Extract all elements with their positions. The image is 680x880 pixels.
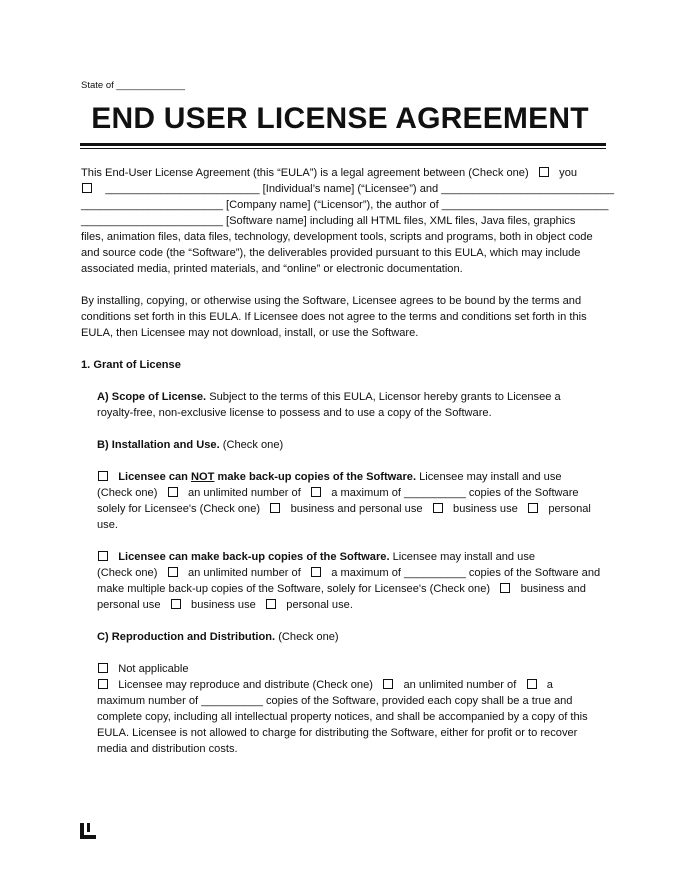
- no-backup-line-3: solely for Licensee's (Check one) business and personal use business use personal: [97, 503, 591, 515]
- title-divider-thin: [80, 148, 606, 149]
- title-divider-thick: [80, 143, 606, 146]
- scope-line-1: A) Scope of License. Subject to the terms of this EULA, Licensor hereby grants to Licensee a: [97, 391, 561, 403]
- checkbox-b-business[interactable]: [171, 599, 181, 609]
- backup-line-3: make multiple back-up copies of the Software, solely for Licensee's (Check one) business and: [97, 583, 586, 595]
- backup-line-1: Licensee can make back-up copies of the Software. Licensee may install and use: [97, 549, 535, 565]
- checkbox-b-business-personal[interactable]: [500, 583, 510, 593]
- checkbox-nb-unlimited[interactable]: [168, 487, 178, 497]
- checkbox-nb-business[interactable]: [433, 503, 443, 513]
- checkbox-b-personal[interactable]: [266, 599, 276, 609]
- checkbox-c-unlimited[interactable]: [383, 679, 393, 689]
- reproduction-heading: C) Reproduction and Distribution. (Check one): [97, 631, 339, 643]
- intro-line-6: and source code (the “Software”), the deliverables provided pursuant to this EULA, which may include: [81, 247, 581, 259]
- section-heading-grant: 1. Grant of License: [81, 359, 181, 371]
- checkbox-c-maximum[interactable]: [527, 679, 537, 689]
- checkbox-you[interactable]: [539, 167, 549, 177]
- para2-line-2: conditions set forth in this EULA. If Licensee does not agree to the terms and conditions set forth in this: [81, 311, 587, 323]
- intro-line-4: _______________________ [Software name] including all HTML files, XML files, Java files, graphics: [81, 215, 576, 227]
- no-backup-line-2: (Check one) an unlimited number of a maximum of __________ copies of the Software: [97, 487, 579, 499]
- checkbox-b-unlimited[interactable]: [168, 567, 178, 577]
- brand-logo-icon: [80, 823, 96, 839]
- para2-line-1: By installing, copying, or otherwise using the Software, Licensee agrees to be bound by the terms and: [81, 295, 582, 307]
- checkbox-nb-business-personal[interactable]: [270, 503, 280, 513]
- intro-line-2: _________________________ [Individual’s name] (“Licensee”) and ____________________________: [81, 181, 614, 197]
- checkbox-b-maximum[interactable]: [311, 567, 321, 577]
- reproduction-line-3: complete copy, including all intellectual property notices, and shall be accompanied by a copy of this: [97, 711, 588, 723]
- checkbox-may-reproduce[interactable]: [98, 679, 108, 689]
- intro-line-3: _______________________ [Company name] (“Licensor”), the author of ___________________________: [81, 199, 609, 211]
- checkbox-no-backup[interactable]: [98, 471, 108, 481]
- checkbox-individual[interactable]: [82, 183, 92, 193]
- intro-line-1: This End-User License Agreement (this “EULA”) is a legal agreement between (Check one) you: [81, 167, 578, 179]
- checkbox-backup[interactable]: [98, 551, 108, 561]
- backup-line-2: (Check one) an unlimited number of a maximum of __________ copies of the Software and: [97, 567, 601, 579]
- no-backup-line-4: use.: [97, 519, 118, 531]
- para2-line-3: EULA, then Licensee may not download, install, or use the Software.: [81, 327, 419, 339]
- intro-line-7: associated media, printed materials, and “online” or electronic documentation.: [81, 263, 463, 275]
- reproduction-na-line: Not applicable: [97, 661, 189, 677]
- checkbox-not-applicable[interactable]: [98, 663, 108, 673]
- reproduction-line-1: Licensee may reproduce and distribute (Check one) an unlimited number of a: [97, 677, 553, 693]
- reproduction-line-4: EULA. Licensee is not allowed to charge for distributing the Software, either for profit or to recover: [97, 727, 578, 739]
- scope-line-2: royalty-free, non-exclusive license to possess and to use a copy of the Software.: [97, 407, 492, 419]
- document-title: END USER LICENSE AGREEMENT: [91, 102, 589, 135]
- install-heading: B) Installation and Use. (Check one): [97, 439, 284, 451]
- backup-line-4: personal use business use personal use.: [97, 599, 353, 611]
- checkbox-nb-maximum[interactable]: [311, 487, 321, 497]
- checkbox-nb-personal[interactable]: [528, 503, 538, 513]
- reproduction-line-5: media and distribution costs.: [97, 743, 238, 755]
- intro-line-5: files, animation files, data files, technology, development tools, scripts and programs, both in object code: [81, 231, 593, 243]
- no-backup-line-1: Licensee can NOT make back-up copies of the Software. Licensee may install and use: [97, 469, 562, 485]
- reproduction-line-2: maximum number of __________ copies of the Software, provided each copy shall be a true and: [97, 695, 573, 707]
- state-field: State of _____________: [81, 80, 186, 91]
